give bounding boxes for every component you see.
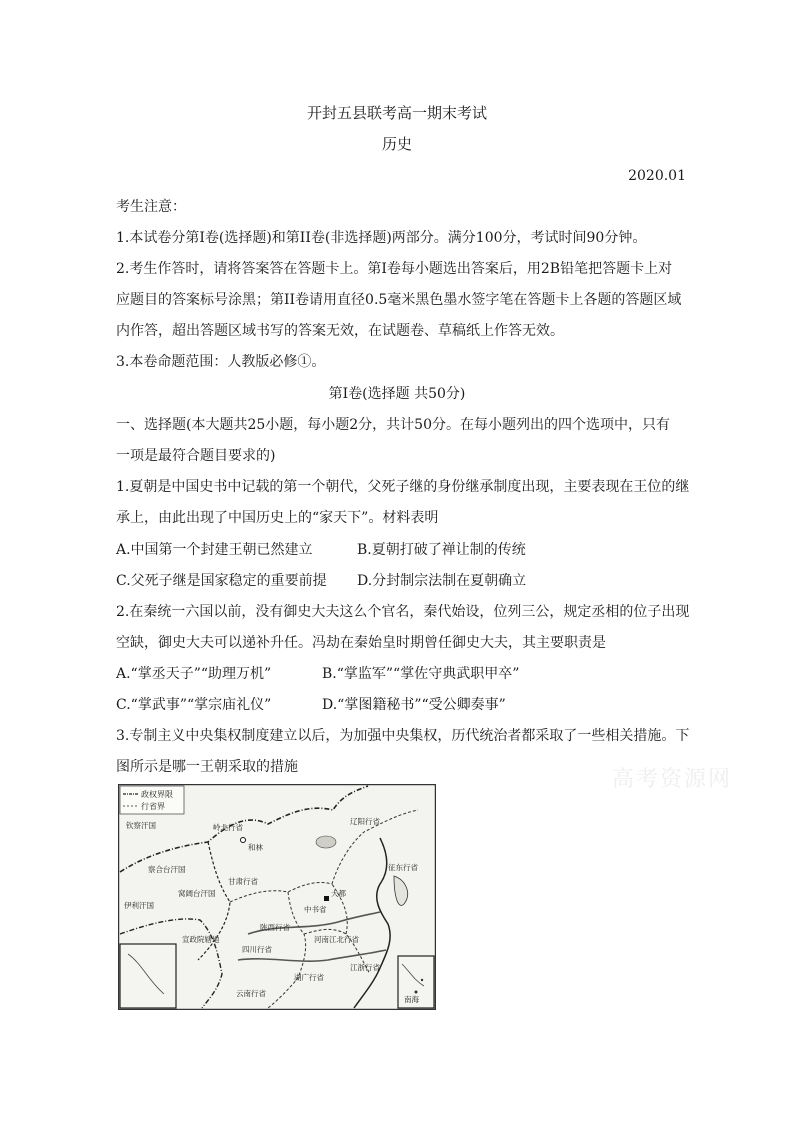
map-label: 四川行省 [242,945,272,954]
map-label: 中书省 [304,905,327,914]
question-1-option-a: A.中国第一个封建王朝已然建立 [116,542,313,558]
question-2-stem: 2.在秦统一六国以前，没有御史大夫这么个官名，秦代始设，位列三公，规定丞相的位子出现 [116,604,690,620]
question-2-option-a: A.“掌丞天子”“助理万机” [116,666,272,682]
question-3-stem: 图所示是哪一王朝采取的措施 [116,759,298,775]
notice-item: 1.本试卷分第I卷(选择题)和第II卷(非选择题)两部分。满分100分，考试时间90分钟。 [116,230,647,246]
question-2-stem: 空缺，御史大夫可以递补升任。冯劫在秦始皇时期曾任御史大夫，其主要职责是 [116,635,606,651]
map-label: 辽阳行省 [350,817,380,826]
question-1-option-c: C.父死子继是国家稳定的重要前提 [116,573,327,589]
map-label: 河南江北行省 [314,935,359,944]
map-label: 云南行省 [236,989,266,998]
map-label: 窝阔台汗国 [178,889,216,898]
question-3-stem: 3.专制主义中央集权制度建立以后，为加强中央集权，历代统治者都采取了一些相关措施。下 [116,728,690,744]
capital-marker-icon [324,896,329,901]
question-2-option-d: D.“掌图籍秘书”“受公卿奏事” [322,697,506,713]
map-label: 甘肃行省 [228,877,258,886]
question-1-option-b: B.夏朝打破了禅让制的传统 [357,542,526,558]
map-label: 宣政院辖地 [182,935,220,944]
map-label: 钦察汗国 [126,821,156,830]
notice-item: 内作答，超出答题区域书写的答案无效，在试题卷、草稿纸上作答无效。 [116,323,564,339]
city-marker-icon [241,838,246,843]
map-label: 征东行省 [388,863,418,872]
question-1-stem: 承上，由此出现了中国历史上的“家天下”。材料表明 [116,510,439,526]
question-2-option-c: C.“掌武事”“掌宗庙礼仪” [116,697,272,713]
legend-label: 政权界限 [141,790,173,799]
map-label: 大都 [331,889,346,898]
notice-item: 3.本卷命题范围：人教版必修①。 [116,354,326,370]
exam-title: 开封五县联考高一期末考试 [306,104,487,122]
map-legend [120,786,184,814]
section-instruction: 一、选择题(本大题共25小题，每小题2分，共计50分。在每小题列出的四个选项中，只有 [116,417,670,433]
map-label: 伊利汗国 [124,901,154,910]
section-instruction: 一项是最符合题目要求的) [116,448,276,464]
exam-date: 2020.01 [628,168,686,184]
map-label: 江浙行省 [350,963,380,972]
map-label: 湖广行省 [294,973,324,982]
map-label: 和林 [248,843,263,852]
notice-heading: 考生注意： [116,199,186,215]
question-1-option-d: D.分封制宗法制在夏朝确立 [357,573,527,589]
question-1-stem: 1.夏朝是中国史书中记载的第一个朝代，父死子继的身份继承制度出现，主要表现在王位的继 [116,479,690,495]
notice-item: 应题目的答案标号涂黑；第II卷请用直径0.5毫米黑色墨水签字笔在答题卡上各题的答题区域 [116,292,682,308]
map-label: 岭北行省 [213,823,243,832]
subject-title: 历史 [381,135,412,153]
yuan-dynasty-map [118,784,436,1010]
map-label: 察合台汗国 [148,865,186,874]
watermark: 高考资源网 [612,767,733,792]
map-label: 陕西行省 [260,923,290,932]
question-2-option-b: B.“掌监军”“掌佐守典武职甲卒” [322,666,520,682]
section-title: 第I卷(选择题 共50分) [328,386,466,402]
legend-label: 行省界 [141,802,165,811]
map-label: 南海 [404,995,419,1004]
notice-item: 2.考生作答时，请将答案答在答题卡上。第I卷每小题选出答案后，用2B铅笔把答题卡上对 [116,261,673,277]
